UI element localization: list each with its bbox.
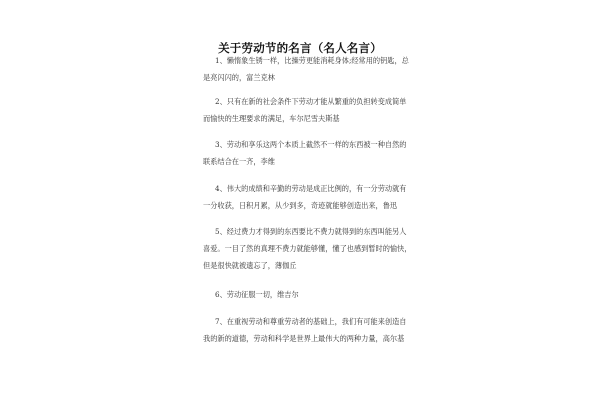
quote-1: 1、懒惰象生锈一样，比操劳更能消耗身体;经常用的钥匙，总是亮闪闪的，富兰克林 [203,56,409,82]
quote-4: 4、伟大的成绩和辛勤的劳动是成正比例的，有一分劳动就有一分收获，日积月累，从少到多，奇迹就能够创造出来，鲁迅 [203,184,407,210]
quote-2: 2、只有在新的社会条件下劳动才能从繁重的负担转变成简单而愉快的生理要求的满足，车尔尼雪夫斯基 [203,97,407,123]
quote-3: 3、劳动和享乐这两个本质上截然不一样的东西被一种自然的联系结合在一齐，李维 [203,140,407,166]
quote-5: 5、经过费力才得到的东西要比不费力就得到的东西叫能另人喜爱。一目了然的真理不费力就能够懂，懂了也感到暂时的愉快，但是很快就被遗忘了，薄伽丘 [203,227,412,270]
document-title: 关于劳动节的名言（名人名言） [218,41,382,55]
quote-7: 7、在重视劳动和尊重劳动者的基础上，我们有可能来创造自我的新的道德，劳动和科学是世界上最伟大的两种力量，高尔基 [203,317,407,343]
quote-6: 6、劳动征服一切，维吉尔 [215,290,299,299]
